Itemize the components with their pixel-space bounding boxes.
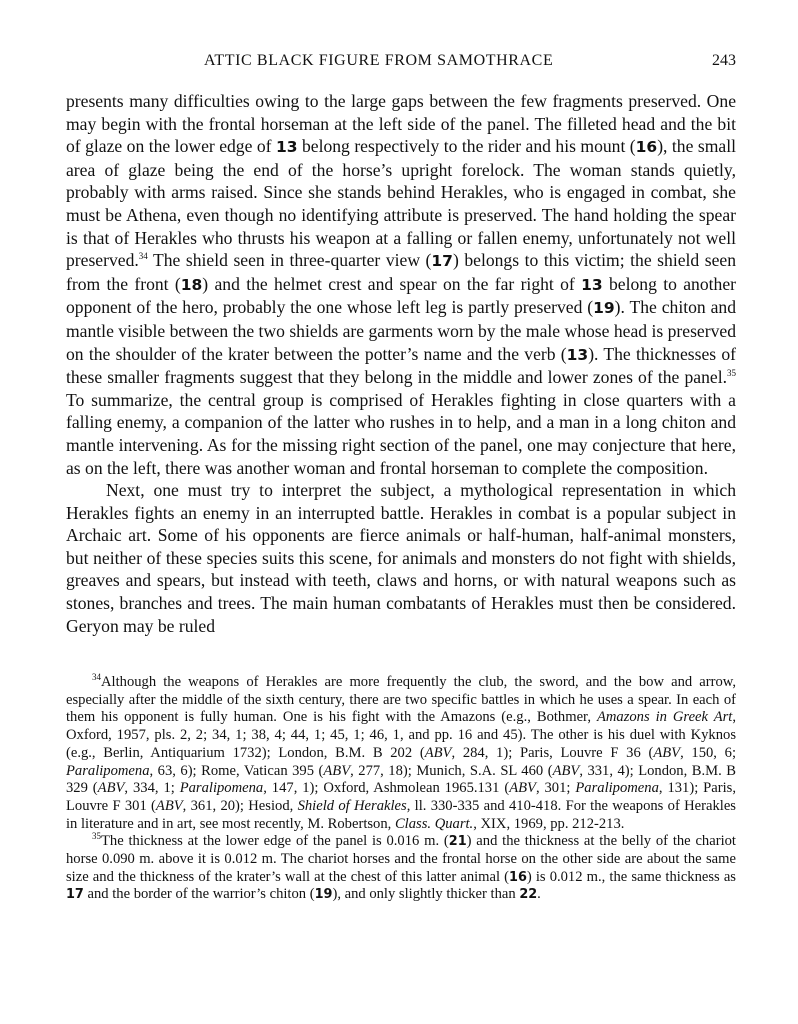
fragment-number: 17 xyxy=(431,252,453,271)
footnotes xyxy=(66,674,736,904)
footnote-35: $^{35}$The thickness at the lower edge of the panel is 0.016 m. (21) and the thickness at the belly of the chariot horse 0.090 m. above it is 0.012 m. The chariot horses and the frontal horse on the other side are about the same size and the thickness of the krater’s wall at the chest of this latter animal (16) is 0.012 m., the same thickness as 17 and the border of the warrior’s chiton (19), and only slightly thicker than 22. xyxy=(66,831,736,903)
running-head: ATTIC BLACK FIGURE FROM SAMOTHRACE xyxy=(204,52,554,69)
fragment-number: 18 xyxy=(180,275,203,294)
body-text xyxy=(66,90,736,637)
paragraph-1: presents many difficulties owing to the large gaps between the few fragments preserved. One may begin with the frontal horseman at the left side of the panel. The filleted head and the bit of glaze on the lower edge of 13 belong respectively to the rider and his mount (16), the small area of glaze being the end of the horse’s upright forelock. The woman stands quietly, probably with arms raised. Since she stands behind Herakles, who is engaged in combat, she must be Athena, even though no identifying attribute is preserved. The hand holding the spear is that of Herakles who thrusts his weapon at a falling or fallen enemy, unfortunately not well preserved.$^{34}$ The shield seen in three-quarter view (17) belongs to this victim; the shield seen from the front (18) and the helmet crest and spear on the far right of 13 belong to another opponent of the hero, probably the one whose left leg is partly preserved (19). The chiton and mantle visible between the two shields are garments worn by the male whose head is preserved on the shoulder of the krater between the potter’s name and the verb (13). The thicknesses of these smaller fragments suggest that they belong in the middle and lower zones of the panel.$^{35}$ To summarize, the central group is comprised of Herakles fighting in close quarters with a falling enemy, a companion of the latter who rushes in to help, and a man in a long chiton and mantle intervening. As for the missing right section of the panel, one may conjecture that here, as on the left, there was another woman and frontal horseman to complete the composition. xyxy=(66,91,736,478)
footnote-34: $^{34}$Although the weapons of Herakles are more frequently the club, the sword, and the bow and arrow, especially after the middle of the sixth century, there are two specific battles in which he uses a spear. In each of them his opponent is fully human. One is his fight with the Amazons (e.g., Bothmer, Amazons in Greek Art, Oxford, 1957, pls. 2, 2; 34, 1; 38, 4; 44, 1; 45, 1; 46, 1, and pp. 16 and 45). The other is his duel with Kyknos (e.g., Berlin, Antiquarium 1732); London, B.M. B 202 (ABV, 284, 1); Paris, Louvre F 36 (ABV, 150, 6; Paralipomena, 63, 6); Rome, Vatican 395 (ABV, 277, 18); Munich, S.A. SL 460 (ABV, 331, 4); London, B.M. B 329 (ABV, 334, 1; Paralipomena, 147, 1); Oxford, Ashmolean 1965.131 (ABV, 301; Paralipomena, 131); Paris, Louvre F 301 (ABV, 361, 20); Hesiod, Shield of Herakles, ll. 330-335 and 410-418. For the weapons of Herakles in literature and in art, see most recently, M. Robertson, Class. Quart., XIX, 1969, pp. 212-213. xyxy=(66,672,737,832)
fragment-number: 13 xyxy=(581,275,603,294)
paragraph-2: Next, one must try to interpret the subject, a mythological representation in which Herakles fights an enemy in an interrupted battle. Herakles in combat is a popular subject in Archaic art. Some of his opponents are fierce animals or half-human, half-animal monsters, but neither of these species suits this scene, for animals and monsters do not fight with shields, greaves and spears, but instead with teeth, claws and horns, or with natural weapons such as stones, branches and trees. The main human combatants of Herakles must then be considered. Geryon may be ruled xyxy=(66,480,736,636)
page-number: 243 xyxy=(712,52,736,69)
page-header xyxy=(66,52,736,76)
footnote-number: 34 xyxy=(92,672,101,683)
footnote-ref-35: 35 xyxy=(727,368,736,379)
fragment-number: 16 xyxy=(635,138,658,157)
fragment-number: 13 xyxy=(275,138,298,157)
footnote-number: 35 xyxy=(92,831,101,842)
fragment-number: 13 xyxy=(566,345,589,364)
footnote-ref-34: 34 xyxy=(138,251,148,262)
fragment-number: 19 xyxy=(593,299,615,318)
